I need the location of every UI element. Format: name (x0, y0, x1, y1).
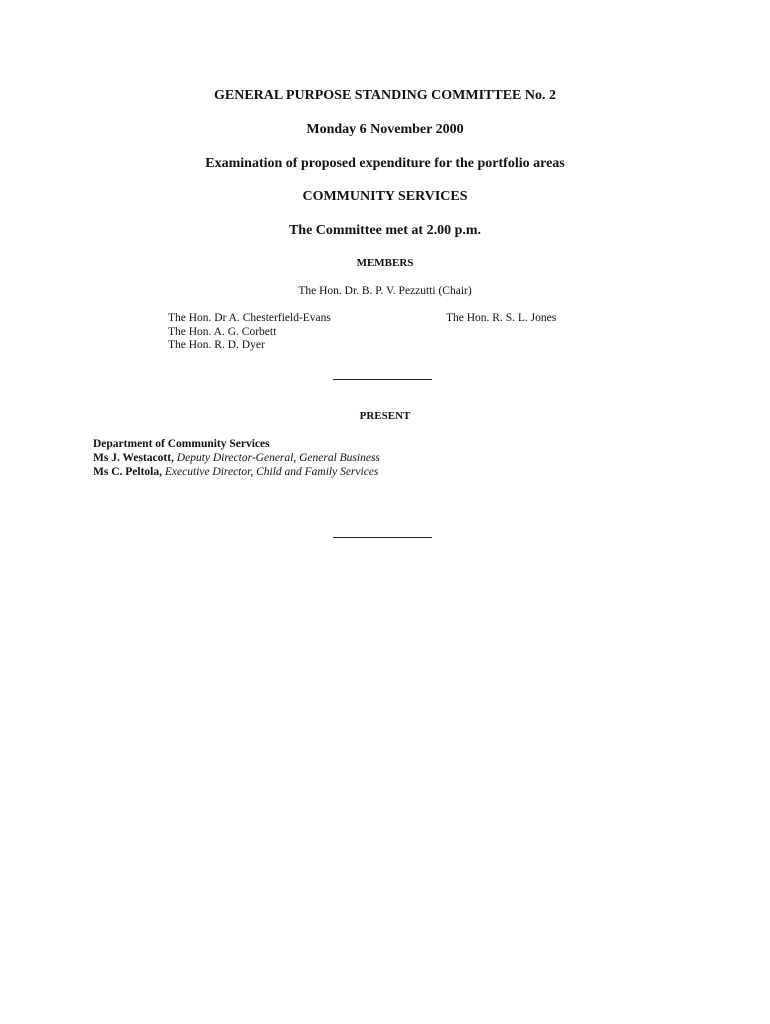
witness-name: Ms J. Westacott, (93, 452, 174, 464)
member-name: The Hon. Dr A. Chesterfield-Evans (168, 312, 331, 324)
members-right-column (446, 312, 556, 326)
section-divider (333, 537, 432, 538)
examination-heading: Examination of proposed expenditure for the portfolio areas (205, 156, 565, 171)
committee-title: GENERAL PURPOSE STANDING COMMITTEE No. 2 (213, 88, 556, 103)
section-divider (333, 379, 432, 380)
member-name: The Hon. R. D. Dyer (168, 339, 265, 351)
portfolio-heading: COMMUNITY SERVICES (302, 189, 468, 204)
member-name: The Hon. A. G. Corbett (168, 325, 277, 338)
department-name: Department of Community Services (93, 438, 270, 450)
member-name: The Hon. R. S. L. Jones (446, 312, 557, 324)
witness-role: Deputy Director-General, General Business (176, 452, 380, 464)
witness-role: Executive Director, Child and Family Services (164, 466, 379, 478)
meeting-time: The Committee met at 2.00 p.m. (288, 223, 482, 238)
witness-entry (93, 465, 380, 479)
members-heading: MEMBERS (356, 257, 414, 269)
committee-chair: The Hon. Dr. B. P. V. Pezzutti (Chair) (298, 285, 472, 297)
members-left-column (168, 312, 331, 353)
hearing-date: Monday 6 November 2000 (306, 122, 464, 137)
present-heading: PRESENT (359, 410, 411, 422)
witness-list (93, 437, 380, 479)
witness-name: Ms C. Peltola, (93, 466, 162, 478)
witness-entry (93, 451, 380, 465)
